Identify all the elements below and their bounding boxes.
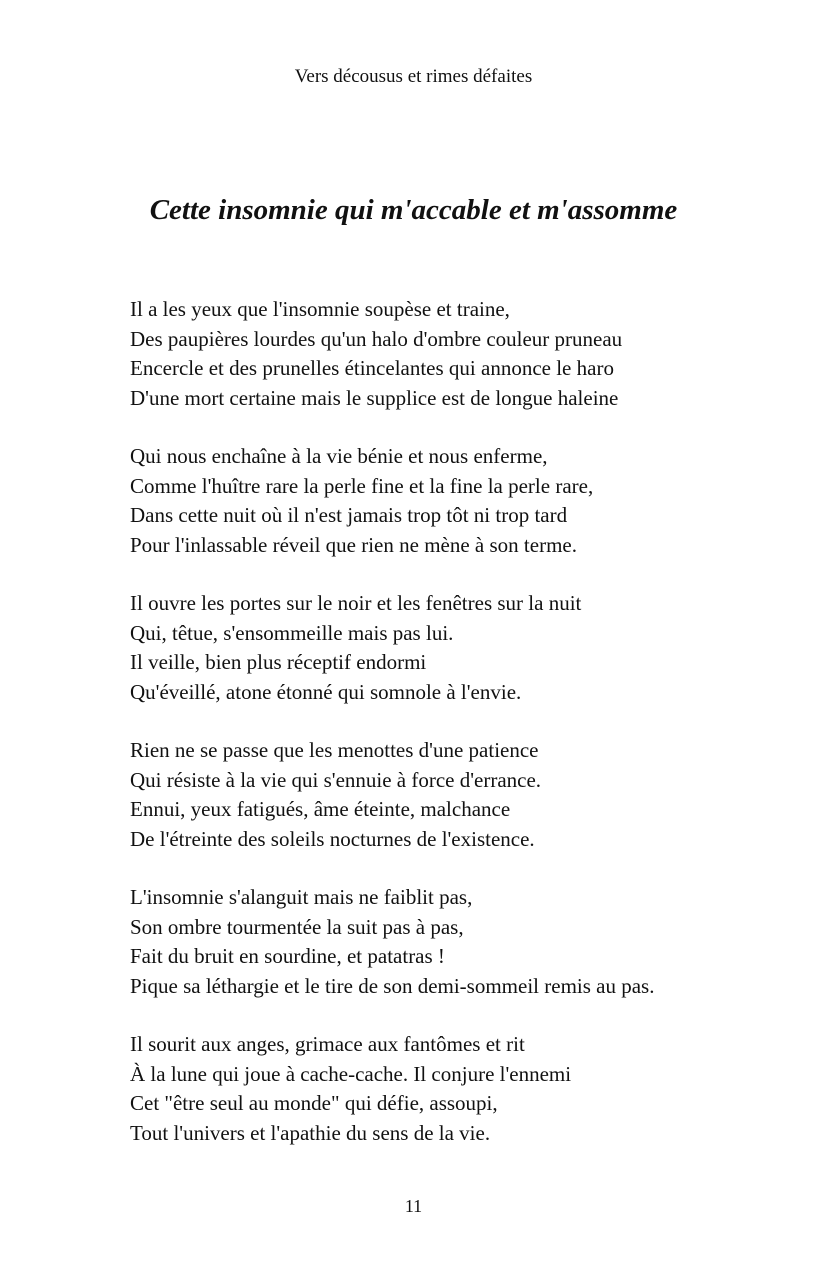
poem-title: Cette insomnie qui m'accable et m'assomme: [149, 194, 678, 226]
verse-line: Comme l'huître rare la perle fine et la fine la perle rare,: [130, 473, 594, 498]
verse-line: Qui résiste à la vie qui s'ennuie à force d'errance.: [130, 767, 542, 792]
verse-line: Il ouvre les portes sur le noir et les fenêtres sur la nuit: [130, 591, 582, 615]
verse-line: Pique sa léthargie et le tire de son demi-sommeil remis au pas.: [130, 973, 655, 998]
page-number: 11: [404, 1196, 423, 1216]
verse-line: Ennui, yeux fatigués, âme éteinte, malchance: [130, 797, 511, 821]
verse-line: Cet "être seul au monde" qui défie, assoupi,: [130, 1091, 498, 1115]
verse-line: Il a les yeux que l'insomnie soupèse et traine,: [130, 297, 510, 321]
verse-line: D'une mort certaine mais le supplice est de longue haleine: [130, 385, 619, 410]
poem-body: [130, 295, 790, 1177]
stanza-3: [130, 589, 790, 707]
running-header: Vers décousus et rimes défaites: [294, 66, 533, 87]
verse-line: L'insomnie s'alanguit mais ne faiblit pas,: [130, 885, 473, 909]
verse-line: Pour l'inlassable réveil que rien ne mène à son terme.: [130, 532, 577, 557]
verse-line: À la lune qui joue à cache-cache. Il conjure l'ennemi: [130, 1061, 572, 1086]
verse-line: Qu'éveillé, atone étonné qui somnole à l'envie.: [130, 679, 522, 704]
verse-line: Il veille, bien plus réceptif endormi: [130, 650, 427, 674]
verse-line: Qui nous enchaîne à la vie bénie et nous enferme,: [130, 444, 548, 468]
verse-line: Encercle et des prunelles étincelantes qui annonce le haro: [130, 356, 614, 380]
verse-line: Qui, têtue, s'ensommeille mais pas lui.: [130, 620, 454, 645]
verse-line: Des paupières lourdes qu'un halo d'ombre couleur pruneau: [130, 326, 623, 351]
verse-line: Fait du bruit en sourdine, et patatras !: [130, 944, 445, 968]
stanza-2: [130, 442, 790, 560]
stanza-4: [130, 736, 790, 854]
verse-line: Il sourit aux anges, grimace aux fantômes et rit: [130, 1032, 525, 1056]
verse-line: Rien ne se passe que les menottes d'une patience: [130, 738, 539, 762]
stanza-1: [130, 295, 790, 413]
stanza-5: [130, 883, 790, 1001]
stanza-6: [130, 1030, 790, 1148]
verse-line: Dans cette nuit où il n'est jamais trop tôt ni trop tard: [130, 503, 568, 527]
verse-line: Son ombre tourmentée la suit pas à pas,: [130, 914, 464, 939]
verse-line: Tout l'univers et l'apathie du sens de la vie.: [130, 1120, 491, 1145]
verse-line: De l'étreinte des soleils nocturnes de l'existence.: [130, 826, 535, 851]
